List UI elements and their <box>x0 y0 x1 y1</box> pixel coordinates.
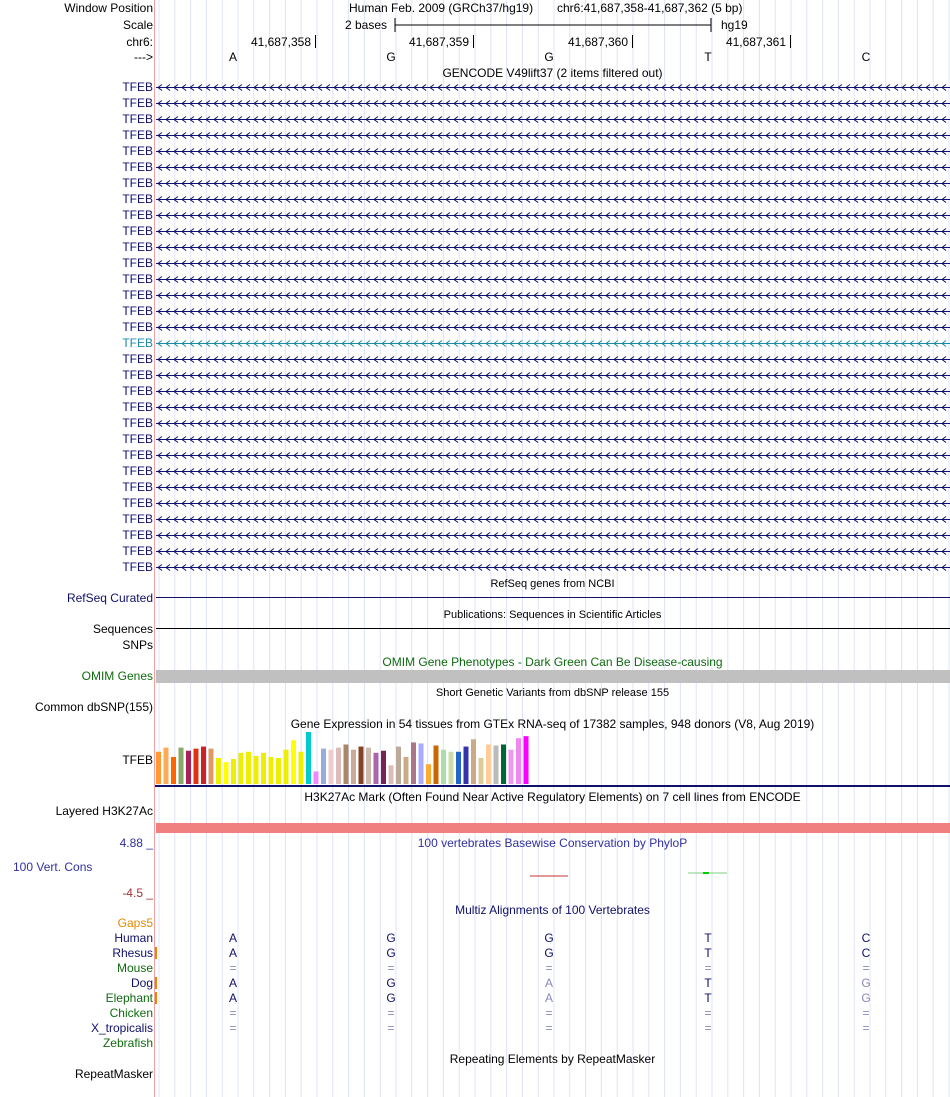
species-label[interactable]: Chicken <box>109 1006 153 1020</box>
gtex-tissue-bar[interactable] <box>456 752 461 784</box>
gencode-transcript-label[interactable]: TFEB <box>122 544 153 558</box>
gtex-tissue-bar[interactable] <box>291 740 296 784</box>
omim-label[interactable]: OMIM Genes <box>81 669 153 683</box>
refseq-line[interactable] <box>156 597 950 598</box>
db-label: hg19 <box>721 18 748 32</box>
aligned-base: = <box>862 961 870 975</box>
gtex-tissue-bar[interactable] <box>171 757 176 784</box>
label-divider <box>154 0 155 1097</box>
gencode-transcript-label[interactable]: TFEB <box>122 256 153 270</box>
gencode-transcript-line[interactable] <box>156 306 950 317</box>
gencode-transcript-line[interactable] <box>156 386 950 397</box>
gtex-tissue-bar[interactable] <box>186 751 191 784</box>
gtex-tissue-bar[interactable] <box>411 742 416 784</box>
gtex-tissue-bar[interactable] <box>306 732 311 784</box>
ruler-tick-label: 41,687,361 <box>725 35 786 49</box>
gencode-transcript-line[interactable] <box>156 402 950 413</box>
gtex-tissue-bar[interactable] <box>179 748 184 784</box>
gencode-transcript-label[interactable]: TFEB <box>122 400 153 414</box>
gtex-tissue-bar[interactable] <box>516 738 521 784</box>
gencode-transcript-line[interactable] <box>156 258 950 269</box>
scale-bar-text: 2 bases <box>345 18 388 32</box>
gencode-transcript-label[interactable]: TFEB <box>122 80 153 94</box>
h3k27ac-label[interactable]: Layered H3K27Ac <box>55 804 153 818</box>
repeatmasker-label[interactable]: RepeatMasker <box>74 1067 153 1081</box>
multiz-track-title: Multiz Alignments of 100 Vertebrates <box>455 903 650 917</box>
reference-base: G <box>544 50 554 64</box>
gencode-transcript-line[interactable] <box>156 354 950 365</box>
aligned-base: G <box>386 931 396 945</box>
gencode-transcript-label[interactable]: TFEB <box>122 176 153 190</box>
gencode-transcript-line[interactable] <box>156 530 950 541</box>
omim-bar[interactable] <box>156 670 950 683</box>
gencode-transcript-label[interactable]: TFEB <box>122 384 153 398</box>
gtex-gene-label[interactable]: TFEB <box>122 753 153 767</box>
species-label[interactable]: Gaps5 <box>117 916 153 930</box>
aligned-base: A <box>228 931 237 945</box>
aligned-base: = <box>545 961 553 975</box>
alignment-gap-marker <box>155 977 157 989</box>
gtex-tissue-bar[interactable] <box>471 739 476 784</box>
gencode-transcript-line[interactable] <box>156 274 950 285</box>
aligned-base: G <box>861 991 871 1005</box>
gencode-transcript-label[interactable]: TFEB <box>122 112 153 126</box>
ruler-tick-mark <box>473 35 474 48</box>
aligned-base: T <box>704 931 712 945</box>
gtex-tissue-bar[interactable] <box>396 747 401 784</box>
gtex-tissue-bar[interactable] <box>479 758 484 784</box>
species-label[interactable]: Human <box>114 931 153 945</box>
reference-base: C <box>861 50 871 64</box>
gtex-tissue-bar[interactable] <box>441 750 446 784</box>
gtex-tissue-bar[interactable] <box>194 749 199 784</box>
aligned-base: A <box>228 976 237 990</box>
gtex-tissue-bar[interactable] <box>164 748 169 784</box>
refseq-track-title: RefSeq genes from NCBI <box>490 578 615 590</box>
gtex-tissue-bar[interactable] <box>344 744 349 784</box>
h3k27ac-track-title: H3K27Ac Mark (Often Found Near Active Regulatory Elements) on 7 cell lines from ENCODE <box>304 790 801 804</box>
aligned-base: = <box>545 1006 553 1020</box>
scale-bar <box>393 16 715 34</box>
common-dbsnp-label[interactable]: Common dbSNP(155) <box>34 700 153 714</box>
refseq-label[interactable]: RefSeq Curated <box>66 591 153 605</box>
gencode-transcript-line[interactable] <box>156 482 950 493</box>
gtex-bar-chart[interactable] <box>155 730 950 788</box>
ruler-tick-mark <box>790 35 791 48</box>
species-label[interactable]: Zebrafish <box>102 1036 153 1050</box>
gtex-tissue-bar[interactable] <box>509 750 514 784</box>
aligned-base: G <box>544 931 554 945</box>
gencode-transcript-label[interactable]: TFEB <box>122 192 153 206</box>
aligned-base: = <box>229 961 237 975</box>
gencode-transcript-line[interactable] <box>156 130 950 141</box>
aligned-base: = <box>387 961 395 975</box>
aligned-base: = <box>229 1006 237 1020</box>
repeatmasker-track-title: Repeating Elements by RepeatMasker <box>449 1052 656 1066</box>
gtex-tissue-bar[interactable] <box>239 753 244 784</box>
gtex-tissue-bar[interactable] <box>449 752 454 784</box>
species-label[interactable]: X_tropicalis <box>90 1021 153 1035</box>
gencode-transcript-line[interactable] <box>156 498 950 509</box>
gencode-transcript-line[interactable] <box>156 146 950 157</box>
aligned-base: = <box>387 1021 395 1035</box>
gtex-tissue-bar[interactable] <box>524 736 529 784</box>
dbsnp-track-title: Short Genetic Variants from dbSNP release 155 <box>435 687 670 699</box>
gencode-transcript-label[interactable]: TFEB <box>122 320 153 334</box>
gtex-tissue-bar[interactable] <box>366 748 371 784</box>
gencode-transcript-label[interactable]: TFEB <box>122 448 153 462</box>
assembly-name: Human Feb. 2009 (GRCh37/hg19) <box>349 1 534 15</box>
gtex-track-title: Gene Expression in 54 tissues from GTEx RNA-seq of 17382 samples, 948 donors (V8, Aug 2019) <box>290 717 815 731</box>
aligned-base: G <box>386 976 396 990</box>
gencode-transcript-label[interactable]: TFEB <box>122 304 153 318</box>
gencode-transcript-line[interactable] <box>156 82 950 93</box>
gtex-tissue-bar[interactable] <box>374 753 379 784</box>
gtex-tissue-bar[interactable] <box>216 758 221 784</box>
gtex-tissue-bar[interactable] <box>336 748 341 784</box>
gencode-transcript-line[interactable] <box>156 290 950 301</box>
gencode-transcript-label[interactable]: TFEB <box>122 336 153 350</box>
gtex-tissue-bar[interactable] <box>321 749 326 784</box>
gtex-tissue-bar[interactable] <box>269 757 274 784</box>
aligned-base: A <box>228 991 237 1005</box>
strand-label: ---> <box>134 50 153 64</box>
aligned-base: = <box>704 1021 712 1035</box>
scale-label: Scale <box>122 18 153 32</box>
aligned-base: A <box>544 976 553 990</box>
phylop-min-label: -4.5 _ <box>122 886 153 900</box>
chrom-label: chr6: <box>126 35 153 49</box>
aligned-base: T <box>704 946 712 960</box>
ruler-tick-label: 41,687,359 <box>408 35 469 49</box>
gencode-transcript-label[interactable]: TFEB <box>122 128 153 142</box>
gtex-tissue-bar[interactable] <box>224 762 229 784</box>
publications-track-title: Publications: Sequences in Scientific Articles <box>443 609 662 621</box>
reference-base: A <box>228 50 237 64</box>
window-coordinates: chr6:41,687,358-41,687,362 (5 bp) <box>557 1 743 15</box>
gencode-transcript-line[interactable] <box>156 114 950 125</box>
aligned-base: = <box>387 1006 395 1020</box>
gencode-transcript-line[interactable] <box>156 418 950 429</box>
h3k27ac-signal[interactable] <box>156 823 950 833</box>
reference-base: G <box>386 50 396 64</box>
sequences-label[interactable]: Sequences <box>92 622 153 636</box>
species-label[interactable]: Mouse <box>116 961 153 975</box>
gencode-transcript-label[interactable]: TFEB <box>122 432 153 446</box>
gencode-transcript-label[interactable]: TFEB <box>122 480 153 494</box>
gencode-transcript-label[interactable]: TFEB <box>122 528 153 542</box>
aligned-base: C <box>861 946 871 960</box>
gtex-tissue-bar[interactable] <box>231 759 236 784</box>
aligned-base: T <box>704 976 712 990</box>
gtex-tissue-bar[interactable] <box>201 747 206 784</box>
aligned-base: G <box>861 976 871 990</box>
gtex-tissue-bar[interactable] <box>419 743 424 784</box>
omim-track-title: OMIM Gene Phenotypes - Dark Green Can Be Disease-causing <box>382 655 723 669</box>
gencode-transcript-label[interactable]: TFEB <box>122 512 153 526</box>
gencode-transcript-label[interactable]: TFEB <box>122 144 153 158</box>
phylop-label[interactable]: 100 Vert. Cons <box>13 860 93 874</box>
gencode-transcript-line[interactable] <box>156 210 950 221</box>
gencode-transcript-line[interactable] <box>156 450 950 461</box>
aligned-base: G <box>544 946 554 960</box>
gtex-tissue-bar[interactable] <box>261 753 266 784</box>
gtex-tissue-bar[interactable] <box>486 744 491 784</box>
aligned-base: = <box>704 1006 712 1020</box>
gencode-transcript-label[interactable]: TFEB <box>122 368 153 382</box>
gencode-transcript-label[interactable]: TFEB <box>122 496 153 510</box>
gencode-transcript-label[interactable]: TFEB <box>122 288 153 302</box>
species-label[interactable]: Dog <box>130 976 153 990</box>
aligned-base: A <box>228 946 237 960</box>
aligned-base: = <box>862 1006 870 1020</box>
gencode-transcript-line[interactable] <box>156 466 950 477</box>
gtex-tissue-bar[interactable] <box>434 746 439 784</box>
gtex-tissue-bar[interactable] <box>314 772 319 784</box>
gtex-tissue-bar[interactable] <box>381 751 386 784</box>
species-label[interactable]: Rhesus <box>112 946 153 960</box>
gencode-transcript-label[interactable]: TFEB <box>122 560 153 574</box>
aligned-base: C <box>861 931 871 945</box>
ruler-tick-label: 41,687,358 <box>250 35 311 49</box>
gtex-tissue-bar[interactable] <box>156 752 161 784</box>
aligned-base: A <box>544 991 553 1005</box>
aligned-base: T <box>704 991 712 1005</box>
gencode-transcript-line[interactable] <box>156 514 950 525</box>
gencode-transcript-label[interactable]: TFEB <box>122 208 153 222</box>
phylop-track-title: 100 vertebrates Basewise Conservation by PhyloP <box>417 836 688 850</box>
gencode-track-title: GENCODE V49lift37 (2 items filtered out) <box>442 66 663 80</box>
gencode-transcript-line[interactable] <box>156 98 950 109</box>
aligned-base: G <box>386 991 396 1005</box>
gencode-transcript-line[interactable] <box>156 162 950 173</box>
gtex-tissue-bar[interactable] <box>209 749 214 784</box>
gencode-transcript-line[interactable] <box>156 562 950 573</box>
gtex-tissue-bar[interactable] <box>254 756 259 784</box>
gencode-transcript-line[interactable] <box>156 546 950 557</box>
phylop-max-label: 4.88 _ <box>119 836 153 850</box>
gtex-tissue-bar[interactable] <box>351 750 356 784</box>
aligned-base: = <box>229 1021 237 1035</box>
gtex-tissue-bar[interactable] <box>359 747 364 784</box>
species-label[interactable]: Elephant <box>105 991 153 1005</box>
gtex-tissue-bar[interactable] <box>389 765 394 784</box>
gencode-transcript-label[interactable]: TFEB <box>122 272 153 286</box>
snps-label[interactable]: SNPs <box>122 638 153 652</box>
gtex-tissue-bar[interactable] <box>501 744 506 784</box>
gencode-transcript-label[interactable]: TFEB <box>122 96 153 110</box>
gtex-tissue-bar[interactable] <box>426 764 431 784</box>
gencode-transcript-line[interactable] <box>156 370 950 381</box>
gencode-transcript-label[interactable]: TFEB <box>122 464 153 478</box>
aligned-base: G <box>386 946 396 960</box>
gtex-tissue-bar[interactable] <box>276 758 281 784</box>
gencode-transcript-label[interactable]: TFEB <box>122 224 153 238</box>
gtex-tissue-bar[interactable] <box>494 746 499 784</box>
gencode-transcript-line[interactable] <box>156 178 950 189</box>
gencode-transcript-line[interactable] <box>156 322 950 333</box>
sequences-line[interactable] <box>156 628 950 629</box>
gencode-transcript-line[interactable] <box>156 242 950 253</box>
gencode-transcript-line[interactable] <box>156 194 950 205</box>
phylop-signal[interactable] <box>155 866 950 882</box>
gtex-tissue-bar[interactable] <box>464 747 469 784</box>
gtex-tissue-bar[interactable] <box>246 752 251 784</box>
aligned-base: = <box>545 1021 553 1035</box>
window-position-label: Window Position <box>64 1 153 15</box>
gtex-tissue-bar[interactable] <box>329 750 334 784</box>
gencode-transcript-label[interactable]: TFEB <box>122 416 153 430</box>
alignment-gap-marker <box>155 947 157 959</box>
gtex-tissue-bar[interactable] <box>299 752 304 784</box>
alignment-gap-marker <box>155 992 157 1004</box>
ruler-tick-label: 41,687,360 <box>567 35 628 49</box>
gencode-transcript-line[interactable] <box>156 338 950 349</box>
gencode-transcript-line[interactable] <box>156 434 950 445</box>
gencode-transcript-label[interactable]: TFEB <box>122 160 153 174</box>
ruler-tick-mark <box>632 35 633 48</box>
aligned-base: = <box>704 961 712 975</box>
reference-base: T <box>704 50 712 64</box>
gtex-tissue-bar[interactable] <box>404 757 409 784</box>
gencode-transcript-label[interactable]: TFEB <box>122 240 153 254</box>
gencode-transcript-line[interactable] <box>156 226 950 237</box>
gencode-transcript-label[interactable]: TFEB <box>122 352 153 366</box>
aligned-base: = <box>862 1021 870 1035</box>
gtex-tissue-bar[interactable] <box>284 750 289 784</box>
ruler-tick-mark <box>315 35 316 48</box>
